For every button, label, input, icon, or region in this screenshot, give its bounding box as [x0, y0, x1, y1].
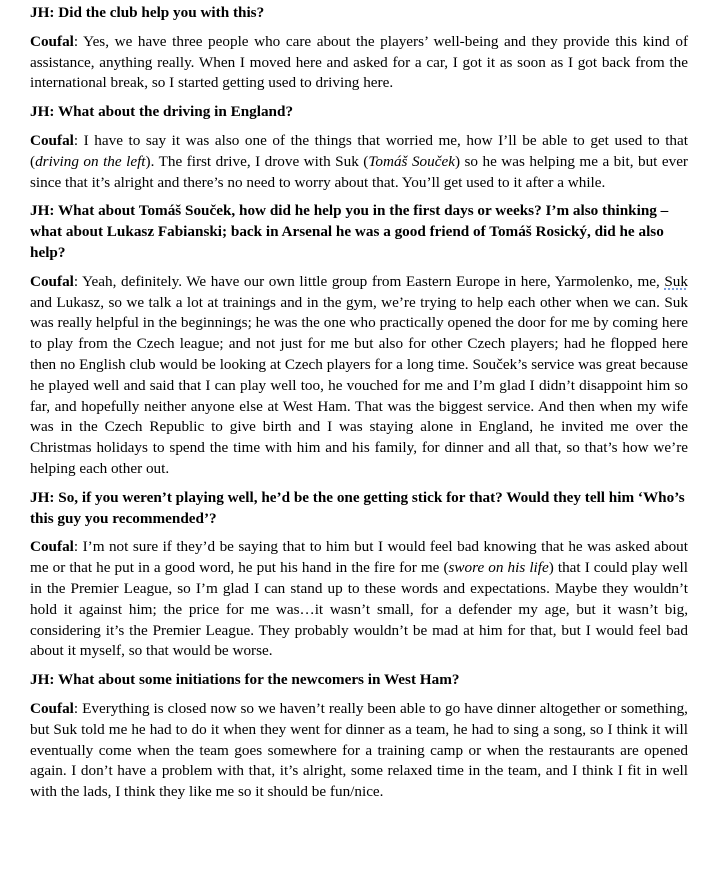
question-2: JH: What about the driving in England? — [30, 103, 294, 121]
answer-text: Yeah, definitely. We have our own little group from Eastern Europe in here, Yarmolenko, me, — [82, 272, 665, 290]
question-1: JH: Did the club help you with this? — [30, 4, 265, 21]
answer-text: ). The first drive, I drove with Suk ( — [145, 152, 369, 170]
speaker-name: Coufal — [30, 131, 74, 149]
answer-4: Coufal: I’m not sure if they’d be saying that to him but I would feel bad knowing that he was asked about me or that he put in a good word, he put his hand in the fire for me (swore on his life) that I could play well in the Premier League, so I’m glad I can stand up to these words and expectations. Maybe they wouldn’t hold it against him; the price for me was…it wasn’t small, for a defender my age, but it wasn’t big, considering it’s the Premier League. They probably wouldn’t be mad at him for that, but I would feel bad about it myself, so that would be worse. — [30, 538, 688, 660]
translator-note: Tomáš Souček — [368, 152, 455, 170]
answer-text: and Lukasz, so we talk a lot at trainings and in the gym, we’re trying to help each other when we can. Suk was really helpful in the beginnings; he was the one who practically opened the door for me by coming here to play from the Czech league; and not just for me but also for other Czech players; had he flopped here then no English club would be looking at Czech players for a long time. Souček’s service was great because he played well and said that I can play well too, he vouched for me and I’m glad I didn’t disappoint him so far, and hopefully neither anyone else at West Ham. That was the biggest service. And then when my wife was in the Czech Republic to give birth and I was staying alone in England, he invited me over the Christmas holidays to spend the time with him and his family, for dinner and all that, so that’s how we’re helping each other out. — [30, 293, 688, 477]
spellcheck-word: Suk — [664, 272, 688, 290]
translator-note: driving on the left — [35, 152, 146, 170]
answer-text: ) that I could play well in the Premier League, so I’m glad I can stand up to these words and expectations. Maybe they wouldn’t hold it against him; the price for me was…it wasn’t small, for a defender my age, but it wasn’t big, considering it’s the Premier League. They probably wouldn’t be mad at him for that, but I would feel bad about it myself, so that would be worse. — [30, 559, 688, 660]
answer-text: I’m not sure if they’d be saying that to him but I would feel bad knowing that he was asked about me or that he put in a good word, he put his hand in the fire for me ( — [30, 538, 688, 577]
question-3: JH: What about Tomáš Souček, how did he help you in the first days or weeks? I’m also thinking – what about Lukasz Fabianski; back in Arsenal he was a good friend of Tomáš Rosický, did he also help? — [30, 202, 669, 261]
answer-text: ) so he was helping me a bit, but ever since that it’s alright and there’s no need to worry about that. You’ll get used to it after a while. — [30, 152, 688, 191]
answer-2: Coufal: I have to say it was also one of the things that worried me, how I’ll be able to get used to that (driving on the left). The first drive, I drove with Suk (Tomáš Souček) so he was helping me a bit, but ever since that it’s alright and there’s no need to worry about that. You’ll get used to it after a while. — [30, 131, 688, 191]
speaker-name: Coufal — [30, 32, 74, 50]
answer-5: Coufal: Everything is closed now so we haven’t really been able to go have dinner altogether or something, but Suk told me he had to do it when they went for dinner as a team, he had to sing a song, so I think it will eventually come when the team goes somewhere for a training camp or when the restaurants are opened again. I don’t have a problem with that, it’s alright, some relaxed time in the team, and I think I fit in well with the lads, I think they like me so it should be fun/nice. — [30, 699, 688, 801]
answer-text: Yes, we have three people who care about the players’ well-being and they provide this kind of assistance, anything really. When I moved here and asked for a car, I got it as soon as I got back from the international break, so I started getting used to driving here. — [30, 32, 688, 92]
answer-text: I have to say it was also one of the things that worried me, how I’ll be able to get used to that ( — [30, 131, 688, 170]
speaker-name: Coufal — [30, 699, 74, 717]
speaker-name: Coufal — [30, 538, 74, 556]
answer-3: Coufal: Yeah, definitely. We have our own little group from Eastern Europe in here, Yarmolenko, me, Suk and Lukasz, so we talk a lot at trainings and in the gym, we’re trying to help each other when we can. Suk was really helpful in the beginnings; he was the one who practically opened the door for me by coming here to play from the Czech league; and not just for me but also for other Czech players; had he flopped here then no English club would be looking at Czech players for a long time. Souček’s service was great because he played well and said that I can play well too, he vouched for me and I’m glad I didn’t disappoint him so far, and hopefully neither anyone else at West Ham. That was the biggest service. And then when my wife was in the Czech Republic to give birth and I was staying alone in England, he invited me over the Christmas holidays to spend the time with him and his family, for dinner and all that, so that’s how we’re helping each other out. — [30, 272, 688, 477]
answer-text: Everything is closed now so we haven’t really been able to go have dinner altogether or something, but Suk told me he had to do it when they went for dinner as a team, he had to sing a song, so I think it will eventually come when the team goes somewhere for a training camp or when the restaurants are opened again. I don’t have a problem with that, it’s alright, some relaxed time in the team, and I think I fit in well with the lads, I think they like me so it should be fun/nice. — [30, 699, 688, 801]
answer-1: Coufal: Yes, we have three people who care about the players’ well-being and they provide this kind of assistance, anything really. When I moved here and asked for a car, I got it as soon as I got back from the international break, so I started getting used to driving here. — [30, 32, 688, 92]
question-5: JH: What about some initiations for the newcomers in West Ham? — [30, 671, 460, 689]
question-4: JH: So, if you weren’t playing well, he’d be the one getting stick for that? Would they tell him ‘Who’s this guy you recommended’? — [30, 488, 685, 527]
speaker-name: Coufal — [30, 272, 74, 290]
translator-note: swore on his life — [448, 559, 549, 577]
